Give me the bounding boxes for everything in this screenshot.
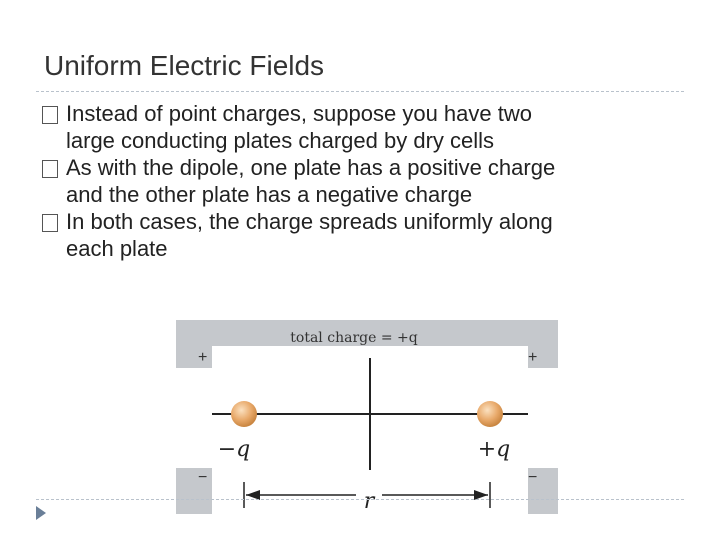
bullet-box-icon — [42, 160, 58, 178]
separation-label: r — [363, 489, 375, 514]
bullet-line: each plate — [66, 236, 168, 261]
footer-divider — [36, 499, 684, 500]
minus-sign-right: − — [528, 469, 538, 486]
charged-plates-figure — [176, 320, 558, 520]
top-plate-label: total charge = +q — [290, 330, 418, 346]
minus-sign-left: − — [198, 469, 208, 486]
bullet-line: large conducting plates charged by dry cells — [66, 128, 495, 153]
bullet-line: In both cases, the charge spreads uniformly along — [66, 209, 553, 234]
bullet-box-icon — [42, 214, 58, 232]
bullet-list — [40, 100, 680, 262]
plus-sign-right: + — [528, 349, 538, 366]
title-divider — [36, 91, 684, 92]
bullet-item — [40, 100, 680, 154]
bullet-line: Instead of point charges, suppose you have two — [66, 101, 532, 126]
slide-title: Uniform Electric Fields — [44, 50, 325, 81]
slide-marker-icon — [36, 506, 46, 520]
negative-charge-label: −q — [217, 437, 251, 462]
negative-charge-ball — [231, 401, 257, 427]
bullet-item — [40, 208, 680, 262]
positive-charge-label: +q — [477, 437, 511, 462]
bullet-line: and the other plate has a negative charge — [66, 182, 473, 207]
bullet-box-icon — [42, 106, 58, 124]
plus-sign-left: + — [198, 349, 208, 366]
bullet-item — [40, 154, 680, 208]
bullet-line: As with the dipole, one plate has a positive charge — [66, 155, 556, 180]
positive-charge-ball — [477, 401, 503, 427]
